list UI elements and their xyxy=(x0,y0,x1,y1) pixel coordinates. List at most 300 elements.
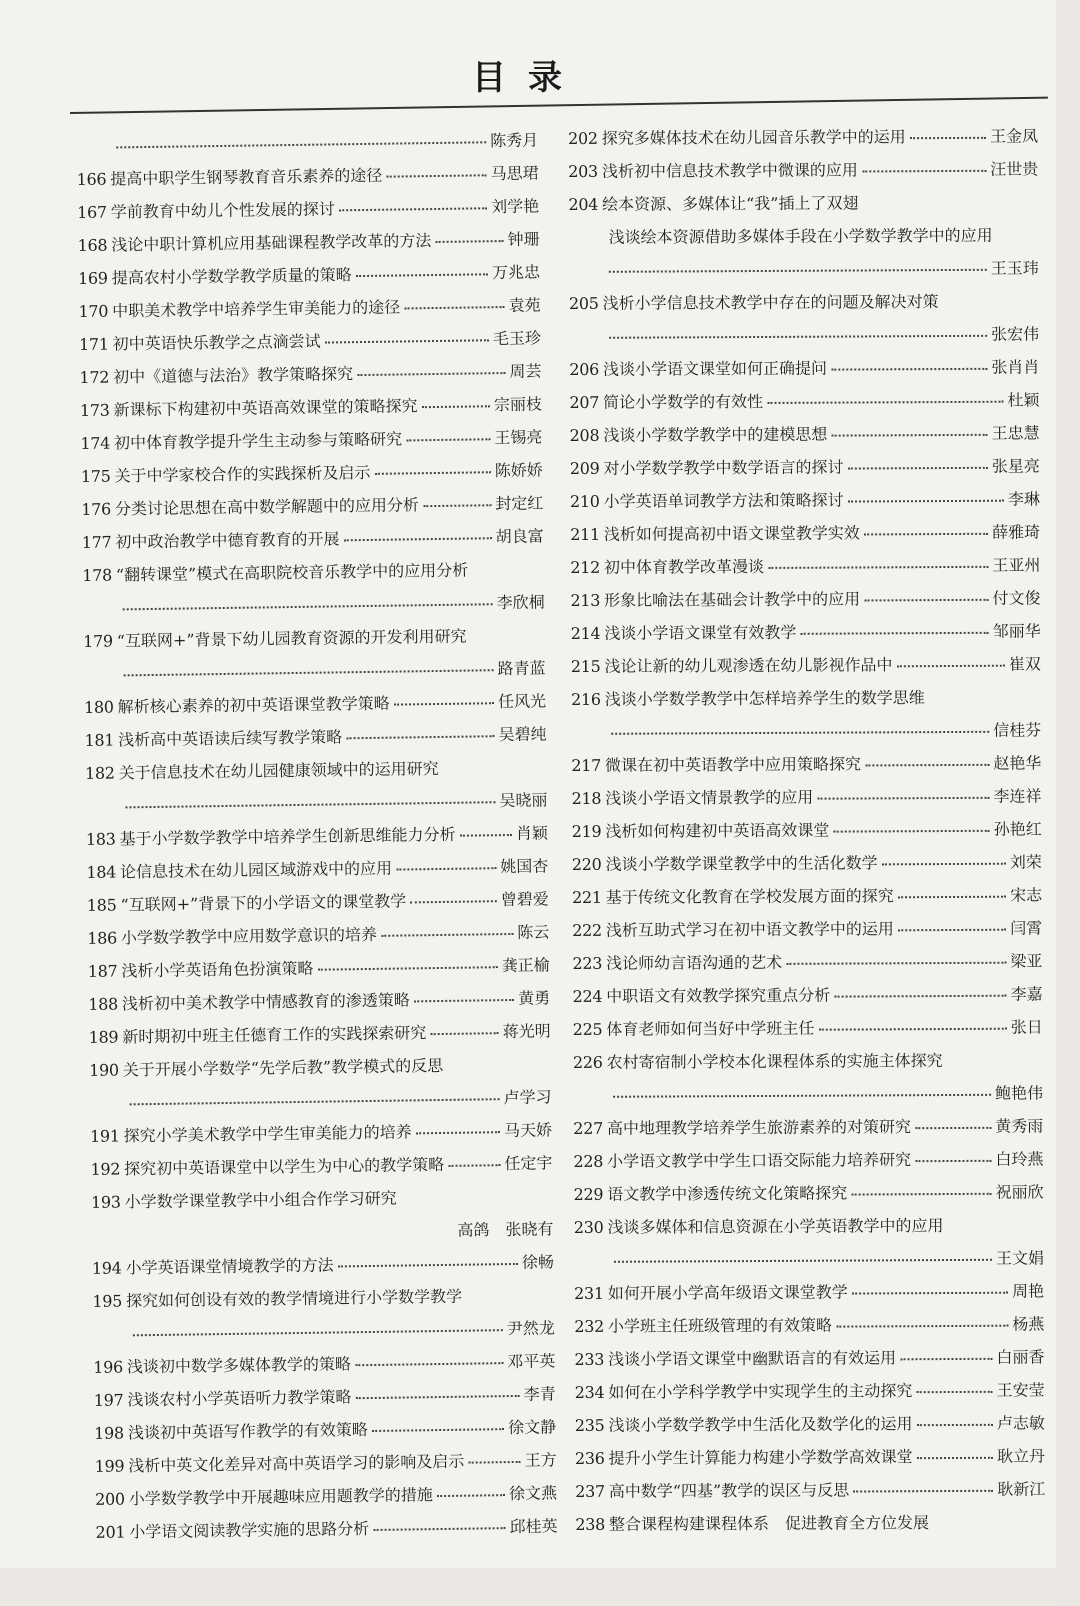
dot-leader xyxy=(917,1456,993,1459)
toc-entry xyxy=(572,877,1042,912)
toc-page-number: 236 xyxy=(574,1448,605,1468)
toc-entry xyxy=(574,1174,1044,1209)
toc-page-number: 220 xyxy=(571,854,602,874)
toc-page-number: 173 xyxy=(79,400,110,420)
toc-page-number: 179 xyxy=(83,631,113,651)
toc-page-number: 201 xyxy=(95,1522,126,1542)
toc-entry xyxy=(568,151,1038,186)
toc-entry xyxy=(575,1438,1045,1473)
toc-author: 杜颖 xyxy=(1007,390,1040,410)
dot-leader xyxy=(374,470,490,475)
toc-page-number: 210 xyxy=(569,491,600,511)
toc-author: 姚国杏 xyxy=(500,856,549,877)
toc-author: 陈秀月 xyxy=(490,130,539,151)
dot-leader xyxy=(851,1192,991,1196)
toc-author: 王安莹 xyxy=(996,1380,1045,1400)
toc-entry xyxy=(575,1405,1045,1440)
dot-leader xyxy=(833,829,989,833)
toc-entry xyxy=(573,1009,1043,1044)
dot-leader xyxy=(882,862,1006,866)
toc-author: 陈云 xyxy=(517,922,550,942)
toc-page-number: 195 xyxy=(92,1291,123,1311)
toc-article-title: 浅谈小学数学教学中怎样培养学生的数学思维 xyxy=(604,688,925,709)
toc-page-number: 181 xyxy=(84,730,115,750)
dot-leader xyxy=(460,833,512,837)
toc-article-title: 小学语文教学中学生口语交际能力培养研究 xyxy=(607,1150,912,1171)
toc-article-title: “翻转课堂”模式在高职院校音乐教学中的应用分析 xyxy=(115,560,469,585)
toc-article-title: 论信息技术在幼儿园区域游戏中的应用 xyxy=(119,858,393,882)
toc-entry xyxy=(570,481,1040,516)
dot-leader xyxy=(381,932,513,937)
toc-author: 刘荣 xyxy=(1009,852,1042,872)
toc-page-number: 177 xyxy=(81,532,112,552)
toc-page-number: 184 xyxy=(86,862,117,882)
toc-article-title: 浅析互助式学习在初中语文教学中的运用 xyxy=(605,919,894,940)
dot-leader xyxy=(847,466,987,470)
dot-leader xyxy=(800,631,988,635)
dot-leader xyxy=(836,1324,1008,1328)
toc-page-number: 203 xyxy=(568,161,598,181)
dot-leader xyxy=(373,1526,505,1531)
toc-page-number: 194 xyxy=(91,1258,122,1278)
toc-author: 高鸽 张晓有 xyxy=(457,1219,554,1240)
toc-article-title: 语文教学中渗透传统文化策略探究 xyxy=(607,1183,848,1204)
toc-author: 龚正榆 xyxy=(501,955,550,976)
toc-author: 孙艳红 xyxy=(993,819,1042,839)
toc-author: 尹然龙 xyxy=(506,1318,555,1339)
toc-page-number: 238 xyxy=(575,1514,606,1534)
toc-article-title: 新时期初中班主任德育工作的实践探索研究 xyxy=(122,1023,427,1047)
toc-author: 梁亚 xyxy=(1010,951,1043,971)
toc-page-number: 178 xyxy=(82,565,113,585)
toc-article-title: 体育老师如何当好中学班主任 xyxy=(606,1018,815,1039)
toc-article-title: 小学数学课堂教学中小组合作学习研究 xyxy=(124,1188,397,1212)
toc-entry xyxy=(570,547,1040,582)
dot-leader xyxy=(609,334,987,339)
toc-article-title: 关于中学家校合作的实践探析及启示 xyxy=(114,462,371,486)
toc-entry xyxy=(571,745,1041,780)
toc-author: 刘学艳 xyxy=(490,196,540,217)
toc-author: 任风光 xyxy=(497,691,547,712)
toc-article-title: 浅谈初中英语写作教学的有效策略 xyxy=(127,1420,368,1443)
toc-article-title: 分类讨论思想在高中数学解题中的应用分析 xyxy=(114,495,420,519)
toc-author: 周艳 xyxy=(1012,1281,1045,1301)
toc-author: 王金凤 xyxy=(990,126,1039,146)
toc-page-number: 190 xyxy=(89,1060,119,1080)
toc-right-column xyxy=(568,118,1045,1539)
dot-leader xyxy=(346,734,494,739)
dot-leader xyxy=(317,965,497,971)
toc-author: 钟珊 xyxy=(507,229,540,249)
toc-page-number: 226 xyxy=(572,1052,603,1072)
toc-author: 任定宇 xyxy=(504,1153,553,1174)
toc-entry xyxy=(568,118,1038,153)
toc-author: 黄秀雨 xyxy=(995,1116,1044,1136)
toc-article-title: 对小学数学教学中数学语言的探讨 xyxy=(603,457,844,478)
toc-author: 耿立丹 xyxy=(996,1446,1046,1466)
dot-leader xyxy=(448,1163,500,1167)
toc-entry xyxy=(569,250,1039,285)
toc-article-title: 浅析小学信息技术教学中存在的问题及解决对策 xyxy=(602,292,939,313)
dot-leader xyxy=(430,1031,498,1035)
toc-page-number: 230 xyxy=(573,1217,604,1237)
toc-author: 黄勇 xyxy=(518,988,551,1008)
toc-author: 封定红 xyxy=(495,493,544,514)
toc-entry xyxy=(571,778,1041,813)
toc-article-title: 形象比喻法在基础会计教学中的应用 xyxy=(604,589,861,610)
toc-article-title: 浅谈小学数学教学中生活化及数学化的运用 xyxy=(608,1414,913,1435)
dot-leader xyxy=(818,1027,1006,1031)
toc-author: 张日 xyxy=(1010,1017,1043,1037)
toc-page-number: 197 xyxy=(93,1390,124,1410)
dot-leader xyxy=(355,1361,503,1366)
toc-article-title: 小学班主任班级管理的有效策略 xyxy=(607,1315,833,1336)
toc-page-number: 205 xyxy=(568,293,599,313)
toc-entry xyxy=(571,712,1041,747)
toc-page-number: 187 xyxy=(87,961,118,981)
toc-author: 崔双 xyxy=(1008,654,1041,674)
toc-page-number: 170 xyxy=(78,301,109,321)
dot-leader xyxy=(915,1126,991,1129)
toc-article-title: 微课在初中英语教学中应用策略探究 xyxy=(604,754,862,775)
toc-page-number: 200 xyxy=(95,1489,125,1509)
dot-leader xyxy=(116,140,486,148)
toc-page-number: 189 xyxy=(88,1027,119,1047)
toc-author: 肖颖 xyxy=(515,823,549,843)
toc-author: 祝丽欣 xyxy=(995,1182,1044,1202)
toc-article-title: 浅谈初中数学多媒体教学的策略 xyxy=(126,1354,352,1377)
toc-author: 徐文静 xyxy=(508,1417,557,1438)
toc-page-number: 174 xyxy=(80,433,111,453)
toc-page-number: 234 xyxy=(574,1382,605,1402)
toc-article-title: 小学英语课堂情境教学的方法 xyxy=(125,1255,334,1278)
toc-page-number: 176 xyxy=(81,499,112,519)
toc-entry xyxy=(95,1507,557,1546)
toc-author: 路青蓝 xyxy=(497,658,546,679)
toc-article-title: 解析核心素养的初中英语课堂教学策略 xyxy=(117,693,390,717)
toc-author: 徐畅 xyxy=(521,1252,555,1272)
toc-page-number: 172 xyxy=(79,367,110,387)
toc-entry xyxy=(575,1471,1045,1506)
toc-page-number: 168 xyxy=(77,235,108,255)
dot-leader xyxy=(898,895,1006,899)
toc-page-number: 166 xyxy=(76,169,107,189)
toc-author: 白玲燕 xyxy=(995,1149,1044,1169)
toc-article-title: 浅析如何构建初中英语高效课堂 xyxy=(605,820,830,841)
toc-article-title: 如何开展小学高年级语文课堂教学 xyxy=(607,1282,848,1303)
toc-author: 李连祥 xyxy=(993,786,1042,806)
dot-leader xyxy=(124,668,494,676)
toc-page-number: 223 xyxy=(572,953,603,973)
toc-page-number: 196 xyxy=(93,1357,124,1377)
toc-page-number: 188 xyxy=(88,994,119,1014)
toc-entry xyxy=(574,1240,1044,1275)
toc-page-number: 235 xyxy=(574,1415,605,1435)
toc-article-title: 浅谈小学语文情景教学的应用 xyxy=(605,787,814,808)
toc-author: 王文娟 xyxy=(995,1248,1045,1268)
toc-article-title: 探究小学美术教学中学生审美能力的培养 xyxy=(123,1122,412,1146)
dot-leader xyxy=(372,1427,504,1432)
toc-article-title: 初中英语快乐教学之点滴尝试 xyxy=(112,331,321,354)
dot-leader xyxy=(910,136,986,139)
toc-article-title: 学前教育中幼儿个性发展的探讨 xyxy=(110,199,335,222)
toc-page-number: 218 xyxy=(571,788,602,808)
toc-article-title: 初中《道德与法治》教学策略探究 xyxy=(112,364,354,387)
toc-page-number: 209 xyxy=(569,458,600,478)
dot-leader xyxy=(356,272,488,277)
toc-author: 马天娇 xyxy=(503,1120,553,1141)
toc-author: 闫霄 xyxy=(1010,918,1043,938)
toc-page-number: 180 xyxy=(83,697,114,717)
toc-page-number: 211 xyxy=(570,524,600,544)
toc-author: 李青 xyxy=(523,1384,556,1404)
toc-author: 李嘉 xyxy=(1010,984,1043,1004)
toc-page-number: 213 xyxy=(570,590,601,610)
toc-article-title: 初中体育教学提升学生主动参与策略研究 xyxy=(113,429,403,453)
toc-entry xyxy=(568,184,1038,219)
toc-article-title: 基于小学数学教学中培养学生创新思维能力分析 xyxy=(119,824,456,849)
toc-article-title: 绘本资源、多媒体让“我”插上了双翅 xyxy=(602,193,859,214)
toc-article-title: 小学数学教学中开展趣味应用题教学的措施 xyxy=(128,1485,433,1509)
toc-entry xyxy=(572,976,1042,1011)
toc-author: 白丽香 xyxy=(996,1347,1045,1367)
toc-page-number: 199 xyxy=(94,1456,125,1476)
toc-entry xyxy=(571,613,1041,648)
toc-article-title: 中职语文有效教学探究重点分析 xyxy=(606,985,831,1006)
dot-leader xyxy=(613,1093,991,1098)
toc-left-column xyxy=(76,122,558,1547)
toc-author: 张肖肖 xyxy=(991,357,1040,377)
toc-article-title: 浅析初中美术教学中情感教育的渗透策略 xyxy=(121,990,410,1014)
toc-article-title: 浅谈小学语文课堂如何正确提问 xyxy=(602,358,828,379)
toc-author: 马思珺 xyxy=(490,163,539,184)
page-bottom-margin xyxy=(0,1568,1056,1606)
dot-leader xyxy=(394,701,494,705)
toc-entry xyxy=(569,217,1039,252)
dot-leader xyxy=(767,400,1003,404)
toc-author: 宋志 xyxy=(1009,885,1043,905)
toc-page-number: 167 xyxy=(77,202,107,222)
toc-article-title: 浅析高中英语读后续写教学策略 xyxy=(118,727,343,750)
toc-page-number: 219 xyxy=(571,821,602,841)
toc-article-title: 中职美术教学中培养学生审美能力的途径 xyxy=(112,297,401,321)
toc-entry xyxy=(571,646,1041,681)
toc-author: 汪世贵 xyxy=(990,159,1039,179)
dot-leader xyxy=(852,1291,1008,1295)
toc-article-title: “互联网+”背景下幼儿园教育资源的开发利用研究 xyxy=(116,626,467,651)
toc-article-title: 浅析中英文化差异对高中英语学习的影响及启示 xyxy=(128,1451,465,1476)
toc-entry xyxy=(572,943,1042,978)
toc-author: 鲍艳伟 xyxy=(995,1083,1044,1103)
dot-leader xyxy=(916,1390,992,1393)
toc-author: 邹丽华 xyxy=(992,621,1041,641)
toc-page-number: 208 xyxy=(569,425,600,445)
toc-page-number: 193 xyxy=(90,1192,121,1212)
toc-page-number: 192 xyxy=(90,1159,121,1179)
dot-leader xyxy=(817,796,989,800)
dot-leader xyxy=(410,899,497,903)
toc-page-number: 224 xyxy=(572,986,603,1006)
dot-leader xyxy=(831,367,987,371)
toc-page-number: 191 xyxy=(89,1126,120,1146)
toc-page-number: 233 xyxy=(574,1349,605,1369)
toc-author: 李欣桐 xyxy=(496,592,545,613)
dot-leader xyxy=(916,1423,992,1426)
toc-entry xyxy=(572,910,1042,945)
toc-entry xyxy=(570,514,1040,549)
toc-page-number: 216 xyxy=(570,689,601,709)
toc-entry xyxy=(569,382,1039,417)
toc-page-number: 171 xyxy=(78,334,109,354)
toc-author: 邱桂英 xyxy=(509,1516,558,1537)
toc-entry xyxy=(573,1042,1043,1077)
toc-author: 卢志敏 xyxy=(996,1413,1045,1433)
dot-leader xyxy=(915,1159,991,1162)
toc-entry xyxy=(574,1207,1044,1242)
toc-article-title: 浅析如何提高初中语文课堂教学实效 xyxy=(603,523,860,544)
toc-page-number: 217 xyxy=(571,755,602,775)
toc-entry xyxy=(572,811,1042,846)
toc-author: 薛雅琦 xyxy=(992,522,1041,542)
dot-leader xyxy=(338,1262,518,1268)
toc-entry xyxy=(569,316,1039,351)
toc-author: 胡良富 xyxy=(495,526,544,547)
dot-leader xyxy=(864,532,988,536)
toc-author: 宗丽枝 xyxy=(493,394,543,415)
dot-leader xyxy=(897,664,1005,668)
toc-page-number: 225 xyxy=(572,1019,603,1039)
dot-leader xyxy=(468,1460,520,1464)
toc-entry xyxy=(574,1273,1044,1308)
toc-article-title: 探究多媒体技术在幼儿园音乐教学中的运用 xyxy=(601,127,906,148)
toc-article-title: 浅谈农村小学英语听力教学策略 xyxy=(127,1387,352,1410)
dot-leader xyxy=(862,169,986,173)
toc-author: 王忠慧 xyxy=(991,423,1040,443)
toc-page-number: 182 xyxy=(84,763,115,783)
toc-author: 杨燕 xyxy=(1012,1314,1045,1334)
toc-author: 徐文燕 xyxy=(508,1483,558,1504)
dot-leader xyxy=(404,305,504,309)
toc-entry xyxy=(575,1504,1045,1539)
dot-leader xyxy=(831,433,987,437)
toc-page-number: 229 xyxy=(573,1184,604,1204)
toc-entry xyxy=(572,844,1042,879)
dot-leader xyxy=(386,173,486,177)
toc-article-title: 初中政治教学中德育教育的开展 xyxy=(115,529,340,552)
toc-article-title: 探究如何创设有效的教学情境进行小学数学教学 xyxy=(125,1286,463,1311)
toc-author: 蒋光明 xyxy=(502,1021,551,1042)
toc-page-number: 186 xyxy=(87,928,118,948)
toc-article-title: 初中体育教学改革漫谈 xyxy=(603,556,765,577)
toc-article-title: 小学英语单词教学方法和策略探讨 xyxy=(603,490,844,511)
toc-entry xyxy=(570,415,1040,450)
dot-leader xyxy=(339,206,487,211)
dot-leader xyxy=(396,866,496,870)
dot-leader xyxy=(786,961,1006,965)
toc-article-title: 提升小学生计算能力构建小学数学高效课堂 xyxy=(608,1447,913,1468)
dot-leader xyxy=(611,730,989,735)
dot-leader xyxy=(414,998,514,1002)
dot-leader xyxy=(435,239,503,243)
dot-leader xyxy=(900,1357,992,1360)
dot-leader xyxy=(355,1394,519,1399)
dot-leader xyxy=(848,499,1004,503)
toc-article-title: 浅谈多媒体和信息资源在小学英语教学中的应用 xyxy=(607,1216,944,1237)
toc-page-number: 222 xyxy=(572,920,602,940)
toc-author: 卢学习 xyxy=(503,1087,552,1108)
toc-article-title: 浅谈小学数学教学中的建模思想 xyxy=(603,424,828,445)
dot-leader xyxy=(357,371,505,376)
toc-entry xyxy=(573,1108,1043,1143)
toc-entry xyxy=(570,448,1040,483)
dot-leader xyxy=(898,928,1006,932)
toc-page-number: 202 xyxy=(568,128,598,148)
toc-entry xyxy=(571,679,1041,714)
dot-leader xyxy=(614,1258,992,1263)
toc-author: 袁苑 xyxy=(508,295,541,315)
toc-article-title: 提高农村小学数学教学质量的策略 xyxy=(111,265,352,288)
toc-author: 赵艳华 xyxy=(993,753,1042,773)
toc-author: 吴晓丽 xyxy=(499,790,548,811)
dot-leader xyxy=(422,404,490,408)
toc-entry xyxy=(570,580,1040,615)
dot-leader xyxy=(423,503,491,507)
toc-article-title: 关于开展小学数学“先学后教”教学模式的反思 xyxy=(122,1055,444,1080)
toc-entry xyxy=(574,1339,1044,1374)
toc-author: 王锡亮 xyxy=(494,427,543,448)
toc-author: 周芸 xyxy=(509,361,542,381)
toc-article-title: 小学数学教学中应用数学意识的培养 xyxy=(120,924,378,948)
toc-entry xyxy=(569,283,1039,318)
toc-page-number: 206 xyxy=(569,359,599,379)
toc-article-title: “互联网+”背景下的小学语文的课堂教学 xyxy=(120,891,407,915)
toc-article-title: 浅析小学英语角色扮演策略 xyxy=(121,958,314,981)
toc-author: 毛玉珍 xyxy=(492,328,542,349)
dot-leader xyxy=(125,800,495,808)
dot-leader xyxy=(130,1097,500,1105)
toc-article-title: 如何在小学科学教学中实现学生的主动探究 xyxy=(608,1381,913,1402)
toc-page-number: 231 xyxy=(574,1283,604,1303)
toc-article-title: 浅论师幼言语沟通的艺术 xyxy=(606,952,783,973)
toc-page-number: 232 xyxy=(574,1316,605,1336)
toc-page-number: 212 xyxy=(570,557,601,577)
dot-leader xyxy=(325,338,489,343)
toc-entry xyxy=(575,1372,1045,1407)
toc-author: 万兆忠 xyxy=(491,262,541,283)
toc-author: 信桂芬 xyxy=(993,720,1042,740)
toc-page-number: 185 xyxy=(86,895,117,915)
toc-author: 张宏伟 xyxy=(991,324,1040,344)
dot-leader xyxy=(343,536,491,541)
dot-leader xyxy=(834,994,1006,998)
toc-page-number: 221 xyxy=(572,887,602,907)
toc-author: 付文俊 xyxy=(992,588,1041,608)
page-title: 目录 xyxy=(472,58,584,98)
toc-page-number: 198 xyxy=(94,1423,124,1443)
toc-author: 陈娇娇 xyxy=(494,460,543,481)
toc-page-number: 169 xyxy=(77,268,108,288)
toc-author: 曾碧爱 xyxy=(500,889,549,910)
dot-leader xyxy=(406,437,490,441)
toc-article-title: 探究初中英语课堂中以学生为中心的教学策略 xyxy=(124,1154,445,1179)
spacer xyxy=(92,1236,458,1241)
toc-article-title: 整合课程构建课程体系 促进教育全方位发展 xyxy=(608,1513,930,1534)
dot-leader xyxy=(416,1130,500,1134)
toc-article-title: 浅谈小学语文课堂有效教学 xyxy=(604,622,797,643)
toc-page-number: 175 xyxy=(80,466,111,486)
toc-article-title: 高中数学“四基”教学的误区与反思 xyxy=(608,1480,850,1501)
toc-article-title: 提高中职学生钢琴教育音乐素养的途径 xyxy=(110,165,383,189)
